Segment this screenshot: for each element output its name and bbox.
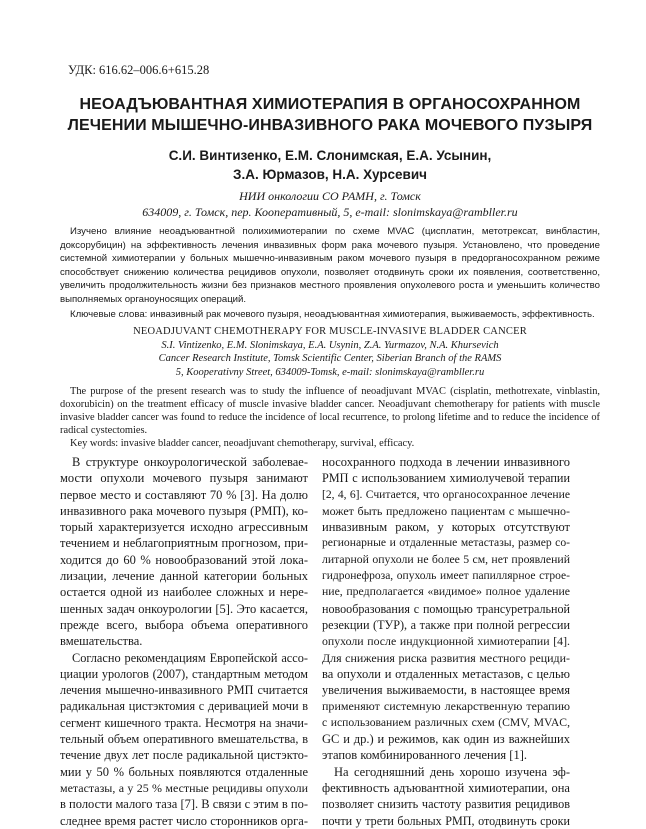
- body-line: новообразования с помощью трансуретральной: [322, 601, 570, 616]
- body-line: следнее время растет число сторонников орга-: [60, 813, 308, 828]
- affiliation: [60, 188, 600, 220]
- body-column-left: [60, 454, 308, 829]
- body-line: фективность адъювантной химиотерапии, она: [322, 780, 570, 795]
- english-authors: S.I. Vintizenko, E.M. Slonimskaya, E.A. Usynin, Z.A. Yurmazov, N.A. Khursevich: [161, 339, 499, 351]
- english-header: [60, 325, 600, 379]
- body-line: этапов комбинированного лечения [1].: [322, 748, 527, 763]
- body-line: РМП с использованием химиолучевой терапии: [322, 471, 570, 486]
- body-line: вмешательства.: [60, 634, 143, 649]
- body-line: ходится до 60 % новообразований этой лока-: [60, 552, 308, 567]
- body-line: опухоли после индукционной химиотерапии [4].: [322, 634, 570, 649]
- affiliation-line: НИИ онкологии СО РАМН, г. Томск: [239, 189, 421, 203]
- body-line: Для снижения риска развития местного рециди-: [322, 650, 570, 665]
- body-line: литарной опухоли не более 5 см, нет проявлений: [322, 552, 570, 566]
- body-line: Согласно рекомендациям Европейской ассо-: [72, 650, 308, 665]
- body-line: шенных задач онкоурологии [5]. Это касается,: [60, 601, 308, 616]
- affiliation-line: 634009, г. Томск, пер. Кооперативный, 5, e-mail: slonimskaya@rambller.ru: [142, 205, 518, 219]
- body-line: прежде всего, выбора объема оперативного: [60, 617, 308, 632]
- body-line: ние, предполагается «видимое» полное удаление: [322, 585, 570, 599]
- body-line: остается одной из наиболее сложных и нере-: [60, 585, 308, 600]
- title-line: ЛЕЧЕНИИ МЫШЕЧНО-ИНВАЗИВНОГО РАКА МОЧЕВОГО ПУЗЫРЯ: [67, 117, 593, 134]
- keywords-en: Key words: invasive bladder cancer, neoadjuvant chemotherapy, survival, efficacy.: [70, 437, 415, 449]
- english-title: NEOADJUVANT CHEMOTHERAPY FOR MUSCLE-INVASIVE BLADDER CANCER: [133, 326, 527, 337]
- body-line: [2, 4, 6]. Считается, что органосохранное лечение: [322, 487, 570, 501]
- body-line: лечения мышечно-инвазивного РМП считается: [60, 683, 308, 698]
- body-line: GC и др.) и режимов, как один из важнейших: [322, 732, 570, 747]
- body-line: носохранного подхода в лечении инвазивного: [322, 455, 570, 469]
- body-line: сегмент кишечного тракта. Несмотря на значи-: [60, 715, 308, 730]
- abstract-en: [60, 386, 600, 451]
- abstract-ru-text: Изучено влияние неоадъювантной полихимиотерапии по схеме MVAC (цисплатин, метотрексат, винбластин, доксорубицин) на эффективность лечения инвазивных форм рака мочевого пузыря. Установлено, что проведение системной химиотерапии у больных мышечно-инвазивным раком мочевого пузыря в предорганосохранном режиме способствует снижению количества рецидивов опухоли, позволяет отодвинуть сроки их появления, соответственно, увеличить продолжительность жизни без признаков местного проявления опухолевого роста и уменьшить количество выполняемых органоуносящих операций.: [60, 226, 600, 305]
- body-line: регионарные и отдаленные метастазы, размер со-: [322, 536, 570, 550]
- body-line: может быть предложено пациентам с мышечно-: [322, 503, 570, 518]
- abstract-en-text: The purpose of the present research was to study the influence of neoadjuvant MVAC (cisplatin, methotrexate, vinblastin, doxorubicin) on the treatment efficacy of muscle invasive bladder cancer. Neoadjuvant chemotherapy for patients with muscle invasive bladder cancer was found to reduce the incidence of local recurrence, to prolong lifetime and to reduce the incidence of radical cystectomies.: [60, 386, 600, 436]
- body-line: торый характеризуется исходно агрессивным: [60, 520, 308, 535]
- body-line: радикальная цистэктомия с деривацией мочи в: [60, 699, 308, 714]
- body-line: позволяет снизить частоту развития рецидивов: [322, 797, 570, 812]
- keywords-ru: Ключевые слова: инвазивный рак мочевого пузыря, неоадъювантная химиотерапия, выживаемость, эффективность.: [70, 308, 595, 320]
- body-line: мости опухоли мочевого пузыря занимают: [60, 471, 308, 486]
- body-line: тельный объем оперативного вмешательства, в: [60, 732, 308, 747]
- body-line: в полости малого таза [7]. В связи с этим в по-: [60, 797, 308, 812]
- body-line: резекции (ТУР), а также при полной регрессии: [322, 617, 570, 632]
- body-line: В структуре онкоурологической заболевае-: [72, 455, 308, 469]
- body-line: инвазивным раком, у которых отсутствуют: [322, 520, 570, 535]
- body-line: циации урологов (2007), стандартным методом: [60, 666, 308, 681]
- article-title: [60, 94, 600, 136]
- body-line: инвазивного рака мочевого пузыря (РМП), ко-: [60, 503, 308, 518]
- udk-code: УДК: 616.62–006.6+615.28: [68, 63, 210, 77]
- body-line: применяют системную лекарственную терапию: [322, 699, 570, 714]
- body-line: лизации, лечение данной категории больных: [60, 569, 308, 584]
- body-line: мии у 50 % больных появляются отдаленные: [60, 764, 308, 779]
- body-line: увеличения выживаемости, в настоящее время: [322, 683, 570, 698]
- body-line: ва опухоли и отдаленных метастазов, с целью: [322, 666, 570, 681]
- body-line: гидронефроза, опухоль имеет папиллярное строе-: [322, 570, 570, 583]
- body-line: течение двух лет после радикальной цистэкто-: [60, 748, 308, 763]
- body-line: почти у трети больных РМП, отодвинуть сроки: [322, 813, 570, 828]
- body-line: На сегодняшний день хорошо изучена эф-: [334, 764, 570, 779]
- title-line: НЕОАДЪЮВАНТНАЯ ХИМИОТЕРАПИЯ В ОРГАНОСОХРАННОМ: [79, 96, 581, 113]
- body-line: первое место и составляют 70 % [3]. На долю: [60, 487, 308, 502]
- english-affiliation-line: 5, Kooperativny Street, 634009-Tomsk, e-mail: slonimskaya@rambller.ru: [175, 366, 485, 378]
- body-line: с использованием различных схем (CMV, MVAC,: [322, 715, 570, 729]
- body-line: метастазы, а у 25 % местные рецидивы опухоли: [60, 780, 308, 795]
- authors: [60, 146, 600, 184]
- abstract-ru: [60, 225, 600, 321]
- authors-line: С.И. Винтизенко, Е.М. Слонимская, Е.А. Усынин,: [168, 148, 492, 163]
- body-column-right: [322, 454, 570, 829]
- english-affiliation-line: Cancer Research Institute, Tomsk Scientific Center, Siberian Branch of the RAMS: [158, 353, 502, 364]
- body-line: течением и неблагоприятным прогнозом, при-: [60, 536, 308, 551]
- authors-line: З.А. Юрмазов, Н.А. Хурсевич: [233, 167, 427, 182]
